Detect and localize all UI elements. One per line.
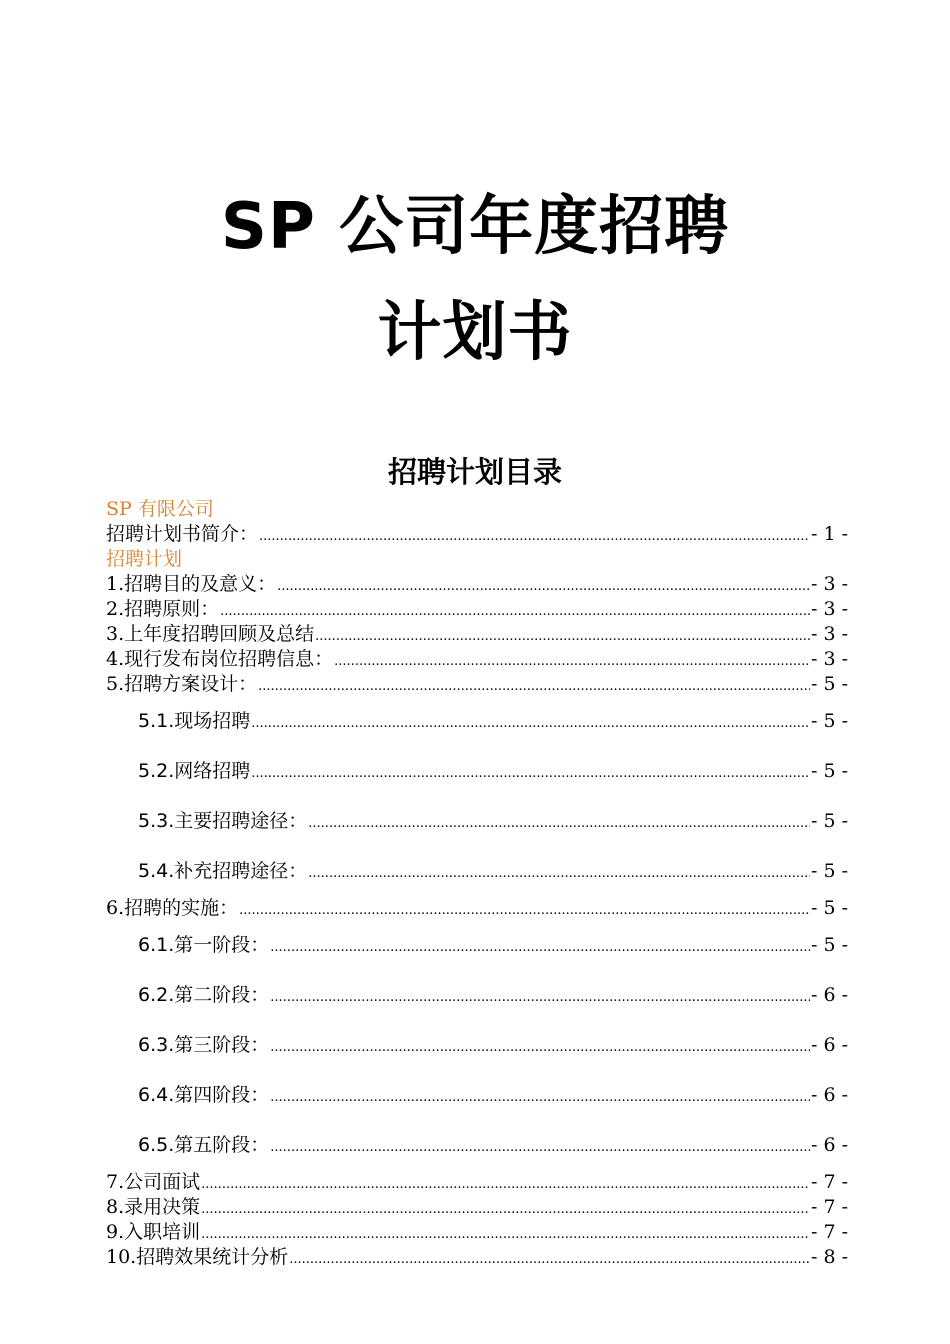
toc-entry-label: 现行发布岗位招聘信息： [124, 648, 334, 670]
toc-entry[interactable] [138, 1133, 848, 1158]
toc-leader-dots [308, 811, 810, 836]
toc-leader-dots [315, 624, 810, 649]
toc-entry-label: 招聘计划 [106, 548, 183, 570]
toc-leader-dots [270, 1135, 810, 1160]
toc-entry-label: 招聘的实施： [124, 897, 239, 919]
toc-entry-page: - 5 - [810, 710, 848, 732]
toc-entry-label: 第二阶段： [174, 984, 270, 1006]
toc-leader-dots [334, 649, 810, 674]
toc-entry-page: - 6 - [810, 1134, 848, 1156]
toc-entry[interactable] [106, 1170, 848, 1195]
toc-entry-page: - 6 - [810, 1034, 848, 1056]
toc-entry-number: 5.4. [138, 860, 175, 882]
toc-entry-label: SP 有限公司 [106, 498, 214, 520]
toc-entry-label: 入职培训 [124, 1221, 201, 1243]
toc-entry-label: 网络招聘 [174, 760, 251, 782]
toc-entry-label: 现场招聘 [174, 710, 251, 732]
toc-entry-page: - 3 - [810, 623, 848, 645]
toc-entry-label: 主要招聘途径： [174, 810, 308, 832]
toc-entry-label: 第四阶段： [174, 1084, 270, 1106]
toc-entry[interactable] [106, 547, 848, 572]
toc-entry-page: - 7 - [810, 1221, 848, 1243]
toc-entry-page: - 6 - [810, 984, 848, 1006]
toc-entry-label: 第一阶段： [174, 934, 270, 956]
toc-entry-label: 招聘原则： [124, 598, 220, 620]
toc-entry-label: 招聘方案设计： [124, 673, 258, 695]
toc-entry-number: 1. [106, 573, 125, 595]
toc-entry[interactable] [138, 709, 848, 734]
toc-entry[interactable] [106, 497, 848, 522]
toc-entry[interactable] [106, 672, 848, 697]
toc-entry[interactable] [106, 597, 848, 622]
toc-leader-dots [201, 1222, 810, 1247]
toc-leader-dots [251, 761, 810, 786]
toc-entry-label: 招聘效果统计分析 [136, 1246, 289, 1268]
toc-leader-dots [239, 898, 810, 923]
toc-entry-page: - 5 - [810, 810, 848, 832]
toc-entry-page: - 8 - [810, 1246, 848, 1268]
toc-entry-number: 2. [106, 598, 125, 620]
toc-entry-label: 第五阶段： [174, 1134, 270, 1156]
toc-entry-number: 6.4. [138, 1084, 175, 1106]
toc-entry-label: 第三阶段： [174, 1034, 270, 1056]
document-title-line-2: 计划书 [377, 296, 573, 370]
toc-leader-dots [201, 1197, 810, 1222]
toc-leader-dots [201, 1172, 810, 1197]
toc-entry-number: 5.1. [138, 710, 175, 732]
toc-entry-page: - 3 - [810, 648, 848, 670]
toc-leader-dots [270, 935, 810, 960]
toc-leader-dots [270, 1085, 810, 1110]
toc-entry-page: - 7 - [810, 1171, 848, 1193]
toc-entry[interactable] [106, 896, 848, 921]
toc-leader-dots [259, 524, 810, 549]
toc-entry-page: - 5 - [810, 860, 848, 882]
toc-leader-dots [308, 861, 810, 886]
toc-heading: 招聘计划目录 [387, 455, 562, 489]
toc-entry[interactable] [138, 759, 848, 784]
toc-entry-page: - 3 - [810, 598, 848, 620]
toc-leader-dots [289, 1247, 810, 1272]
toc-entry-label: 招聘计划书简介： [106, 523, 259, 545]
toc-entry-page: - 6 - [810, 1084, 848, 1106]
toc-entry[interactable] [106, 1245, 848, 1270]
toc-entry-label: 录用决策 [124, 1196, 201, 1218]
toc-entry-page: - 5 - [810, 673, 848, 695]
toc-entry-number: 6.5. [138, 1134, 175, 1156]
toc-leader-dots [270, 985, 810, 1010]
toc-entry-number: 9. [106, 1221, 125, 1243]
toc-entry-number: 6. [106, 897, 125, 919]
toc-entry[interactable] [106, 1220, 848, 1245]
toc-entry-page: - 1 - [810, 523, 848, 545]
toc-leader-dots [270, 1035, 810, 1060]
toc-entry-number: 8. [106, 1196, 125, 1218]
toc-entry-number: 6.3. [138, 1034, 175, 1056]
toc-entry-number: 3. [106, 623, 125, 645]
toc-entry[interactable] [106, 522, 848, 547]
toc-entry-number: 5.3. [138, 810, 175, 832]
toc-entry-label: 补充招聘途径： [174, 860, 308, 882]
toc-entry[interactable] [106, 572, 848, 597]
toc-entry[interactable] [106, 622, 848, 647]
toc-entry[interactable] [138, 1033, 848, 1058]
toc-entry-number: 7. [106, 1171, 125, 1193]
toc-entry-label: 招聘目的及意义： [124, 573, 277, 595]
toc-leader-dots [220, 599, 810, 624]
toc-leader-dots [251, 711, 810, 736]
toc-entry[interactable] [138, 983, 848, 1008]
toc-entry-number: 4. [106, 648, 125, 670]
toc-entry[interactable] [138, 859, 848, 884]
toc-entry[interactable] [138, 933, 848, 958]
toc-entry-page: - 5 - [810, 934, 848, 956]
toc-entry-number: 5. [106, 673, 125, 695]
toc-entry-number: 6.1. [138, 934, 175, 956]
toc-entry-page: - 5 - [810, 897, 848, 919]
toc-entry-page: - 5 - [810, 760, 848, 782]
toc-entry[interactable] [138, 1083, 848, 1108]
toc-entry[interactable] [106, 1195, 848, 1220]
toc-leader-dots [277, 574, 810, 599]
toc-entry-number: 6.2. [138, 984, 175, 1006]
document-title-line-1: SP 公司年度招聘 [220, 190, 730, 264]
toc-entry-number: 10. [106, 1246, 137, 1268]
toc-entry-page: - 3 - [810, 573, 848, 595]
toc-entry[interactable] [106, 647, 848, 672]
toc-entry-number: 5.2. [138, 760, 175, 782]
toc-entry-label: 上年度招聘回顾及总结 [124, 623, 315, 645]
toc-entry-label: 公司面试 [124, 1171, 201, 1193]
toc-entry[interactable] [138, 809, 848, 834]
toc-entry-page: - 7 - [810, 1196, 848, 1218]
toc-leader-dots [258, 674, 810, 699]
